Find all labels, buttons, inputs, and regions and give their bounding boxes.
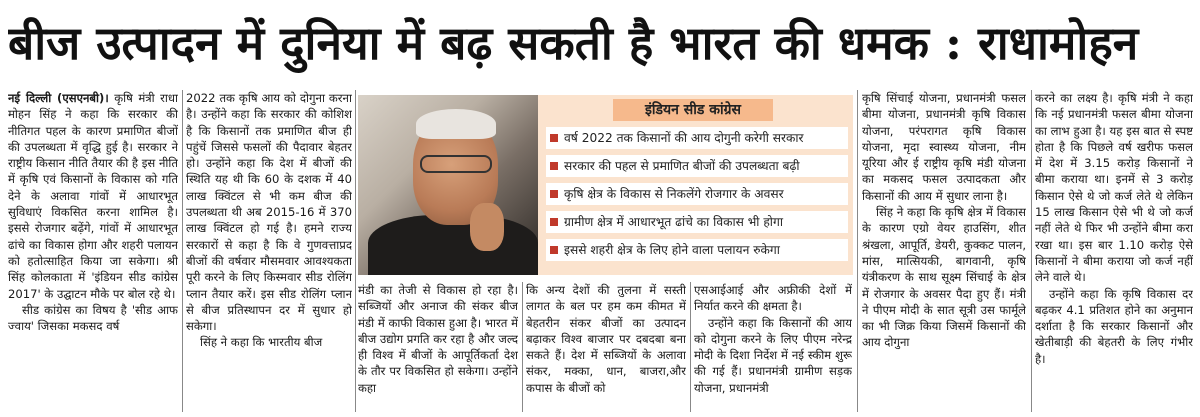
column-rule — [355, 90, 356, 412]
column-5-paragraph-1: एसआईआई और अफ्रीकी देशों में निर्यात करने की क्षमता है। — [694, 283, 852, 314]
square-bullet-icon — [550, 134, 558, 142]
column-1-paragraph-1: कृषि मंत्री राधा मोहन सिंह ने कहा कि सरकार की नीतिगत पहल के कारण प्रमाणित बीजों की उपलब्धता में वृद्धि हुई है। सरकार ने राष्ट्रीय किसान नीति तैयार की है इस नीति में कृषि एवं किसानों के विकास को गति देने के अलावा गांवों में आधारभूत सुविधाएं विकसित करना शामिल है। इससे रोजगार बढ़ेंगे, गांवों में आधारभूत ढांचे का विकास होगा और शहरी पलायन को हतोत्साहित किया जा सकेगा। श्री सिंह कोलकाता में 'इंडियन सीड कांग्रेस 2017' के उद्घाटन मौके पर बोल रहे थे। — [8, 91, 178, 301]
highlight-item: सरकार की पहल से प्रमाणित बीजों की उपलब्धता बढ़ी — [546, 155, 848, 177]
article-column-5 — [694, 282, 852, 412]
column-7-paragraph-2: उन्होंने कहा कि कृषि विकास दर बढ़कर 4.1 प्रतिशत होने का अनुमान दर्शाता है कि सरकार किसानों और खेतीबाड़ी की बेहतरी के लिए गंभीर है। — [1035, 286, 1193, 366]
article-column-4 — [526, 282, 686, 412]
article-column-7 — [1035, 90, 1193, 412]
minister-photo — [358, 95, 538, 275]
column-7-paragraph-1: करने का लक्ष्य है। कृषि मंत्री ने कहा कि नई प्रधानमंत्री फसल बीमा योजना का लाभ हुआ है। यह इस बात से स्पष्ट होता है कि पिछले वर्ष खरीफ फसल में देश में 3.15 करोड़ किसानों ने बीमा कराया था। इनमें से 3 करोड़ किसान ऐसे थे जो कर्ज लेते थे लेकिन 15 लाख किसान ऐसे भी थे जो कर्ज नहीं लेते थे फिर भी उन्होंने बीमा करा रखा था। इस बार 1.10 करोड़ ऐसे किसानों ने बीमा कराया जो कर्ज नहीं लेने वाले थे। — [1035, 91, 1193, 285]
column-6-paragraph-2: सिंह ने कहा कि कृषि क्षेत्र में विकास के कारण एग्रो वेयर हाउसिंग, शीत श्रंखला, आपूर्ति, डेयरी, कुक्कट पालन, मांस, मात्सियकी, बागवानी, कृषि यंत्रीकरण के साथ सूक्ष्म सिंचाई के क्षेत्र में रोजगार के अवसर पैदा हुए हैं। मंत्री ने पीएम मोदी के सात सूत्री उस फार्मूले का भी जिक्र किया जिसमें किसानों की आय दोगुना — [862, 205, 1026, 350]
column-4-paragraph-1: कि अन्य देशों की तुलना में सस्ती लागत के बल पर हम कम कीमत में बेहतरीन संकर बीजों का उत्पादन बढ़ाकर विश्व बाजार पर दबदबा बना सकते हैं। देश में सब्जियों के अलावा संकर, मक्का, धान, बाजरा,और कपास के बीजों को — [526, 283, 686, 395]
article-column-3 — [358, 282, 518, 412]
highlights-list — [546, 127, 848, 267]
article-column-2 — [186, 90, 352, 412]
column-1-paragraph-2: सीड कांग्रेस का विषय है 'सीड आफ ज्वाय' जिसका मकसद वर्ष — [8, 302, 178, 334]
column-rule — [182, 90, 183, 412]
square-bullet-icon — [550, 246, 558, 254]
photo-hair-shape — [416, 109, 496, 139]
square-bullet-icon — [550, 162, 558, 170]
column-6-paragraph-1: कृषि सिंचाई योजना, प्रधानमंत्री फसल बीमा योजना, प्रधानमंत्री कृषि विकास योजना, परंपरागत कृषि विकास योजना, मृदा स्वास्थ्य योजना, नीम यूरिया और ई राष्ट्रीय कृषि मंडी योजना का मकसद फसल उत्पादकता और किसानों की आय में सुधार लाना है। — [862, 91, 1026, 203]
highlights-box — [538, 95, 853, 275]
column-rule — [857, 90, 858, 412]
square-bullet-icon — [550, 218, 558, 226]
column-rule — [522, 282, 523, 412]
highlight-item: कृषि क्षेत्र के विकास से निकलेंगे रोजगार के अवसर — [546, 183, 848, 205]
column-rule — [1031, 90, 1032, 412]
photo-hand-shape — [470, 203, 504, 251]
highlight-item: इससे शहरी क्षेत्र के लिए होने वाला पलायन रुकेगा — [546, 239, 848, 261]
highlight-item: ग्रामीण क्षेत्र में आधारभूत ढांचे का विकास भी होगा — [546, 211, 848, 233]
column-2-paragraph-1: 2022 तक कृषि आय को दोगुना करना है। उन्होंने कहा कि सरकार की कोशिश है कि किसानों तक प्रमाणित बीज ही पहुंचें जिससे फसलों की पैदावार बेहतर हो। उन्होंने कहा कि देश में बीजों की स्थिति यह थी कि 60 के दशक में 40 लाख क्विंटल से भी कम बीज की उपलब्धता थी अब 2015-16 में 370 लाख क्विंटल हो गई है। हमने राज्य सरकारों से कहा है कि वे गुणवत्ताप्रद बीजों की वर्षवार मौसमवार आवश्यकता पूरी करने के लिए किस्मवार सीड रोलिंग प्लान तैयार करें। इस सीड रोलिंग प्लान से बीज प्रतिस्थापन दर में सुधार हो सकेगा। — [186, 91, 352, 334]
headline: बीज उत्पादन में दुनिया में बढ़ सकती है भारत की धमक : राधामोहन — [8, 16, 1139, 70]
column-2-paragraph-2: सिंह ने कहा कि भारतीय बीज — [200, 335, 323, 350]
photo-glasses-shape — [420, 155, 492, 173]
article-column-1 — [8, 90, 178, 412]
column-rule — [690, 282, 691, 412]
dateline: नई दिल्ली (एसएनबी)। — [8, 91, 109, 105]
square-bullet-icon — [550, 190, 558, 198]
article-column-6 — [862, 90, 1026, 412]
column-3-paragraph-1: मंडी का तेजी से विकास हो रहा है। सब्जियों और अनाज की संकर बीज मंडी में काफी विकास हुआ है। भारत में बीज उद्योग प्रगति कर रहा है और जल्द ही विश्व में बीजों के आपूर्तिकर्ता देश के तौर पर विकसित हो सकेगा। उन्होंने कहा — [358, 283, 518, 395]
highlight-item: वर्ष 2022 तक किसानों की आय दोगुनी करेगी सरकार — [546, 127, 848, 149]
highlights-box-title: इंडियन सीड कांग्रेस — [613, 99, 773, 121]
column-5-paragraph-2: उन्होंने कहा कि किसानों की आय को दोगुना करने के लिए पीएम नरेन्द्र मोदी के दिशा निर्देश में नई स्कीम शुरू की गई हैं। प्रधानमंत्री ग्रामीण सड़क योजना, प्रधानमंत्री — [694, 315, 852, 395]
